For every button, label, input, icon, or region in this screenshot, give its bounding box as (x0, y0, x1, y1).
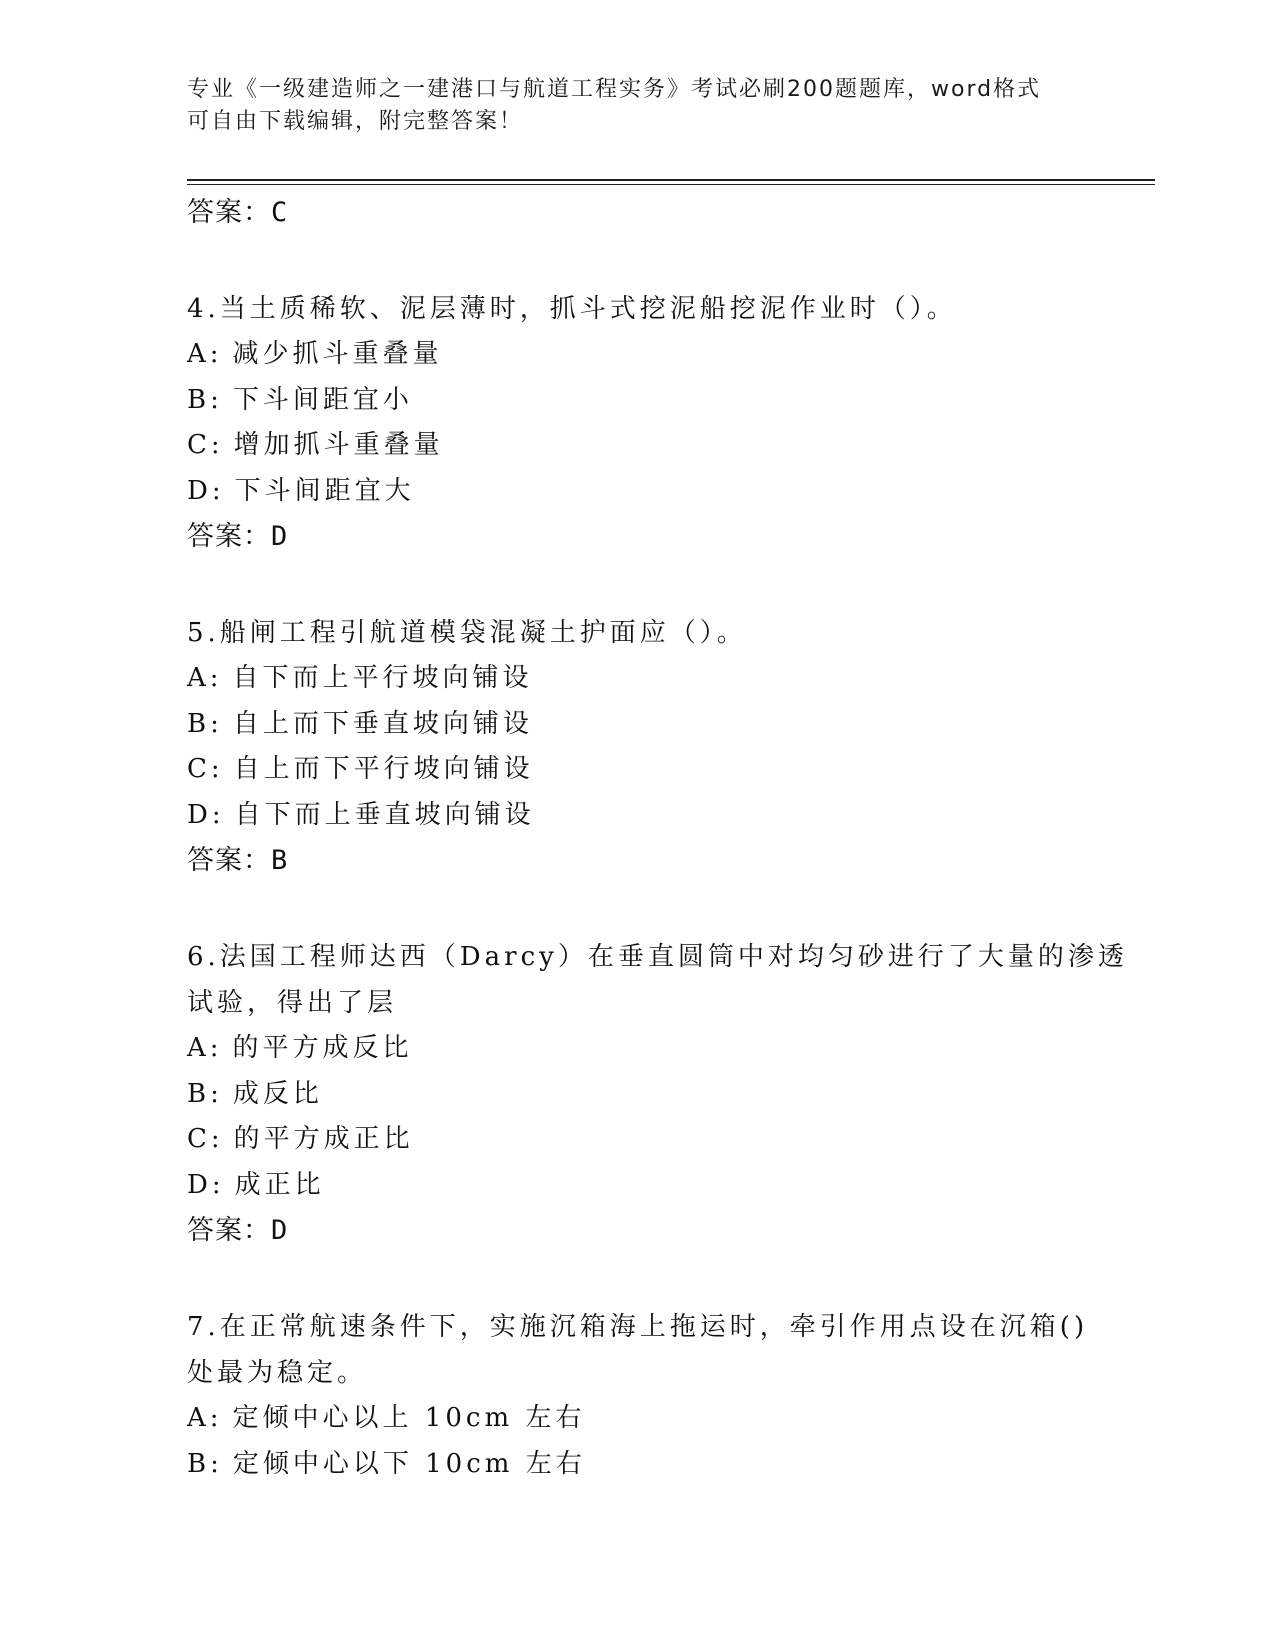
question-stem-line: 处最为稳定。 (187, 1358, 368, 1388)
option-letter: D: (187, 799, 225, 830)
answer-option (187, 1396, 1157, 1442)
previous-answer (187, 190, 1157, 236)
option-letter: B: (187, 1078, 223, 1109)
answer-option (187, 1163, 1157, 1209)
answer-value: D (271, 521, 289, 552)
answer-label: 答案： (187, 1215, 271, 1246)
answer-option (187, 747, 1157, 793)
answer-value: D (271, 1215, 289, 1246)
question-stem (187, 286, 1157, 332)
answer-value: C (271, 197, 289, 228)
question-spacer (187, 884, 1157, 934)
page-header (187, 74, 1087, 138)
answer-option (187, 1072, 1157, 1118)
option-letter: D: (187, 475, 225, 506)
option-letter: B: (187, 384, 223, 415)
question-stem-line: 4.当土质稀软、泥层薄时，抓斗式挖泥船挖泥作业时（）。 (187, 294, 957, 324)
question-answer (187, 838, 1157, 884)
question-stem (187, 610, 1157, 656)
option-text: 自下而上垂直坡向铺设 (234, 799, 535, 830)
option-text: 定倾中心以上 10cm 左右 (232, 1403, 586, 1433)
header-divider-thick (187, 179, 1155, 181)
answer-option (187, 656, 1157, 702)
question-stem-line: 5.船闸工程引航道模袋混凝土护面应（）。 (187, 618, 747, 648)
option-letter: C: (187, 1124, 224, 1154)
option-letter: A: (187, 339, 223, 369)
header-line-1: 专业《一级建造师之一建港口与航道工程实务》考试必刷200题题库，word格式 (187, 77, 1042, 102)
option-text: 下斗间距宜小 (232, 384, 413, 415)
option-letter: A: (187, 1403, 223, 1433)
question-answer (187, 1208, 1157, 1254)
answer-option (187, 702, 1157, 748)
answer-value: B (271, 845, 289, 876)
answer-label: 答案： (187, 521, 271, 552)
question-list (187, 190, 1157, 1487)
option-text: 的平方成正比 (233, 1124, 414, 1154)
option-text: 定倾中心以下 10cm 左右 (232, 1448, 586, 1479)
option-text: 自下而上平行坡向铺设 (232, 663, 533, 693)
question-block (187, 934, 1157, 1254)
option-letter: A: (187, 1033, 223, 1063)
question-block (187, 610, 1157, 884)
option-letter: C: (187, 430, 224, 460)
question-answer (187, 514, 1157, 560)
question-stem-line: 6.法国工程师达西（Darcy）在垂直圆筒中对均匀砂进行了大量的渗透 (187, 942, 1128, 972)
option-text: 自上而下垂直坡向铺设 (232, 708, 533, 739)
option-letter: B: (187, 1448, 223, 1479)
option-letter: D: (187, 1169, 225, 1200)
answer-option (187, 423, 1157, 469)
question-spacer (187, 1254, 1157, 1304)
option-text: 自上而下平行坡向铺设 (233, 754, 534, 784)
question-block (187, 286, 1157, 560)
answer-option (187, 1442, 1157, 1488)
answer-option (187, 332, 1157, 378)
option-text: 增加抓斗重叠量 (233, 430, 444, 460)
option-text: 下斗间距宜大 (234, 475, 415, 506)
answer-label: 答案： (187, 197, 271, 228)
answer-option (187, 378, 1157, 424)
option-letter: A: (187, 663, 223, 693)
question-stem (187, 1304, 1157, 1396)
question-block (187, 1304, 1157, 1487)
option-letter: C: (187, 754, 224, 784)
question-spacer (187, 560, 1157, 610)
option-text: 的平方成反比 (232, 1033, 413, 1063)
question-stem (187, 934, 1157, 1026)
question-spacer (187, 236, 1157, 286)
option-text: 减少抓斗重叠量 (232, 339, 443, 369)
answer-option (187, 793, 1157, 839)
option-text: 成正比 (234, 1169, 325, 1200)
answer-option (187, 1026, 1157, 1072)
option-text: 成反比 (232, 1078, 323, 1109)
header-divider-thin (187, 184, 1155, 185)
question-stem-line: 试验，得出了层 (187, 988, 398, 1018)
answer-option (187, 469, 1157, 515)
answer-option (187, 1117, 1157, 1163)
option-letter: B: (187, 708, 223, 739)
question-stem-line: 7.在正常航速条件下，实施沉箱海上拖运时，牵引作用点设在沉箱() (187, 1312, 1089, 1342)
header-line-2: 可自由下载编辑，附完整答案！ (187, 109, 524, 134)
answer-label: 答案： (187, 845, 271, 876)
